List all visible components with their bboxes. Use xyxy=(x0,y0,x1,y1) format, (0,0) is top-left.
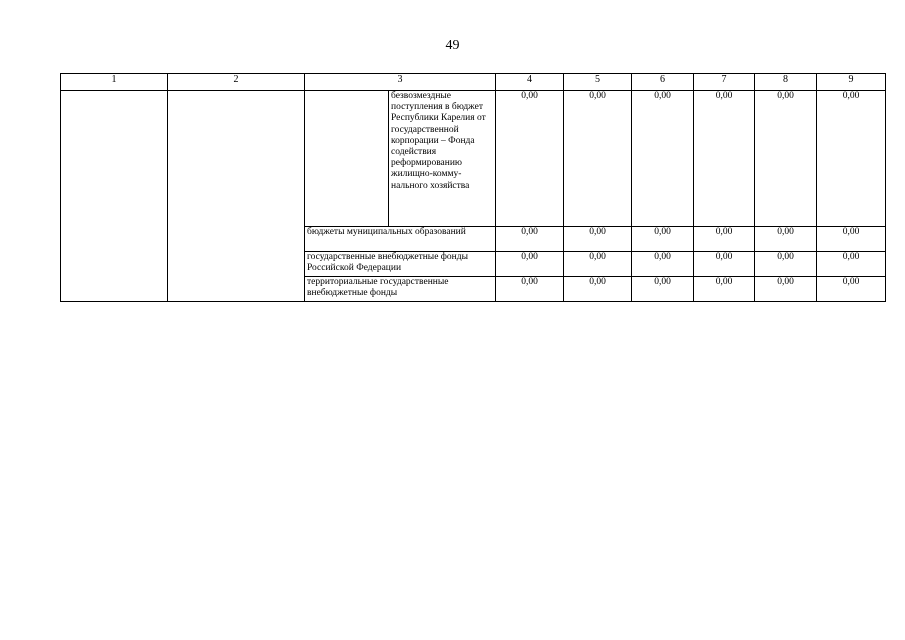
value-cell: 0,00 xyxy=(632,227,694,252)
value-cell: 0,00 xyxy=(496,277,564,302)
header-cell-8: 8 xyxy=(755,74,817,91)
col3-blank-cell xyxy=(305,91,389,227)
value-cell: 0,00 xyxy=(496,91,564,227)
value-cell: 0,00 xyxy=(694,252,755,277)
value-cell: 0,00 xyxy=(564,91,632,227)
value-cell: 0,00 xyxy=(632,252,694,277)
value-cell: 0,00 xyxy=(694,227,755,252)
value-cell: 0,00 xyxy=(564,277,632,302)
table-header-row xyxy=(61,74,886,91)
header-cell-7: 7 xyxy=(694,74,755,91)
value-cell: 0,00 xyxy=(632,277,694,302)
value-cell: 0,00 xyxy=(755,227,817,252)
value-cell: 0,00 xyxy=(755,252,817,277)
header-cell-9: 9 xyxy=(817,74,886,91)
value-cell: 0,00 xyxy=(817,277,886,302)
value-cell: 0,00 xyxy=(755,91,817,227)
value-cell: 0,00 xyxy=(564,252,632,277)
value-cell: 0,00 xyxy=(496,252,564,277)
header-cell-1: 1 xyxy=(61,74,168,91)
value-cell: 0,00 xyxy=(755,277,817,302)
header-cell-5: 5 xyxy=(564,74,632,91)
value-cell: 0,00 xyxy=(496,227,564,252)
header-cell-4: 4 xyxy=(496,74,564,91)
header-cell-6: 6 xyxy=(632,74,694,91)
col2-cell xyxy=(168,91,305,302)
page-number: 49 xyxy=(445,38,460,53)
value-cell: 0,00 xyxy=(694,91,755,227)
value-cell: 0,00 xyxy=(694,277,755,302)
budget-table xyxy=(60,73,886,302)
value-cell: 0,00 xyxy=(632,91,694,227)
col1-cell xyxy=(61,91,168,302)
row-label: государственные внебюджетные фонды Российской Федерации xyxy=(305,252,496,277)
row-label: территориальные государственные внебюджетные фонды xyxy=(305,277,496,302)
row-label: бюджеты муниципальных образований xyxy=(305,227,496,252)
value-cell: 0,00 xyxy=(817,227,886,252)
row-label: безвозмездные поступления в бюджет Республики Карелия от государственной корпорации – Фонда содействия реформированию жилищно-комму-нального хозяйства xyxy=(389,91,496,227)
table-row xyxy=(61,91,886,227)
value-cell: 0,00 xyxy=(817,91,886,227)
header-cell-3: 3 xyxy=(305,74,496,91)
header-cell-2: 2 xyxy=(168,74,305,91)
value-cell: 0,00 xyxy=(817,252,886,277)
value-cell: 0,00 xyxy=(564,227,632,252)
